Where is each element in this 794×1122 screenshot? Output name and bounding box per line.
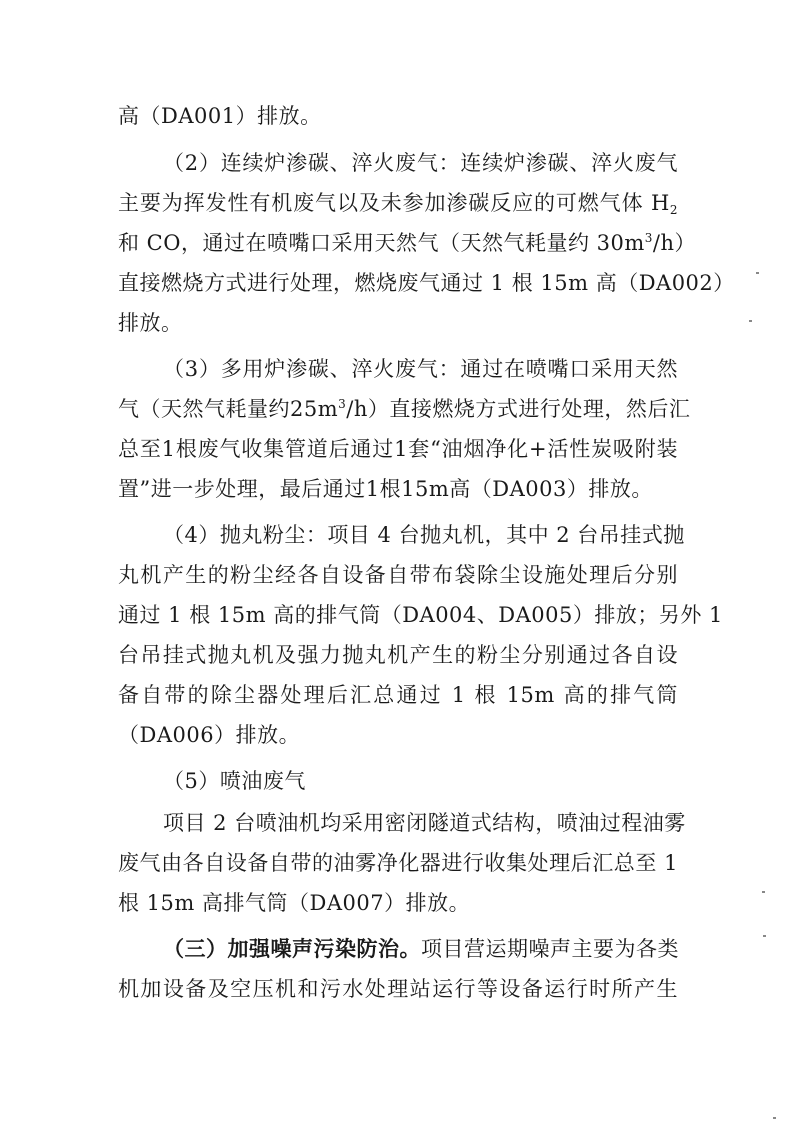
text-line: 和 CO，通过在喷嘴口采用天然气（天然气耗量约 $30m^3/h$） bbox=[118, 231, 697, 255]
scan-speck bbox=[773, 1117, 776, 1119]
text-line: 直接燃烧方式进行处理，燃烧废气通过 1 根 15m 高（DA002） bbox=[118, 271, 735, 295]
text-line: 气（天然气耗量约$25m^3/h$）直接燃烧方式进行处理，然后汇 bbox=[118, 397, 691, 421]
item-5-heading: （5）喷油废气 bbox=[163, 769, 306, 793]
text-line: 置”进一步处理，最后通过1根15m高（DA003）排放。 bbox=[118, 477, 653, 501]
item-4-heading-line: （4）抛丸粉尘：项目 4 台抛丸机，其中 2 台吊挂式抛 bbox=[163, 523, 685, 547]
text-line: 备自带的除尘器处理后汇总通过 1 根 15m 高的排气筒 bbox=[118, 683, 678, 707]
text-line: 机加设备及空压机和污水处理站运行等设备运行时所产生 bbox=[118, 977, 678, 1001]
section-3-heading-line: （三）加强噪声污染防治。项目营运期噪声主要为各类 bbox=[163, 936, 679, 961]
text-line: 台吊挂式抛丸机及强力抛丸机产生的粉尘分别通过各自设 bbox=[118, 643, 678, 667]
scan-speck bbox=[749, 320, 752, 322]
scan-speck bbox=[756, 272, 759, 274]
text-line: （DA006）排放。 bbox=[118, 723, 301, 747]
text-line: 项目 2 台喷油机均采用密闭隧道式结构，喷油过程油雾 bbox=[163, 811, 686, 835]
text-line: 主要为挥发性有机废气以及未参加渗碳反应的可燃气体 $H_2$ bbox=[118, 191, 678, 217]
text-line: 废气由各自设备自带的油雾净化器进行收集处理后汇总至 1 bbox=[118, 851, 678, 875]
scan-speck bbox=[763, 935, 766, 937]
text-line: 通过 1 根 15m 高的排气筒（DA004、DA005）排放；另外 1 bbox=[118, 603, 723, 627]
text-line: 高（DA001）排放。 bbox=[118, 104, 322, 128]
section-3-title: （三）加强噪声污染防治。 bbox=[163, 936, 421, 961]
text-line: 总至1根废气收集管道后通过1套“油烟净化+活性炭吸附装 bbox=[118, 437, 678, 461]
item-3-heading-line: （3）多用炉渗碳、淬火废气：通过在喷嘴口采用天然 bbox=[163, 357, 678, 381]
text-line: 排放。 bbox=[118, 311, 183, 335]
scan-speck bbox=[762, 891, 765, 893]
item-2-heading-line: （2）连续炉渗碳、淬火废气：连续炉渗碳、淬火废气 bbox=[163, 151, 678, 175]
text-line: 根 15m 高排气筒（DA007）排放。 bbox=[118, 891, 471, 915]
text-line: 丸机产生的粉尘经各自设备自带布袋除尘设施处理后分别 bbox=[118, 563, 678, 587]
